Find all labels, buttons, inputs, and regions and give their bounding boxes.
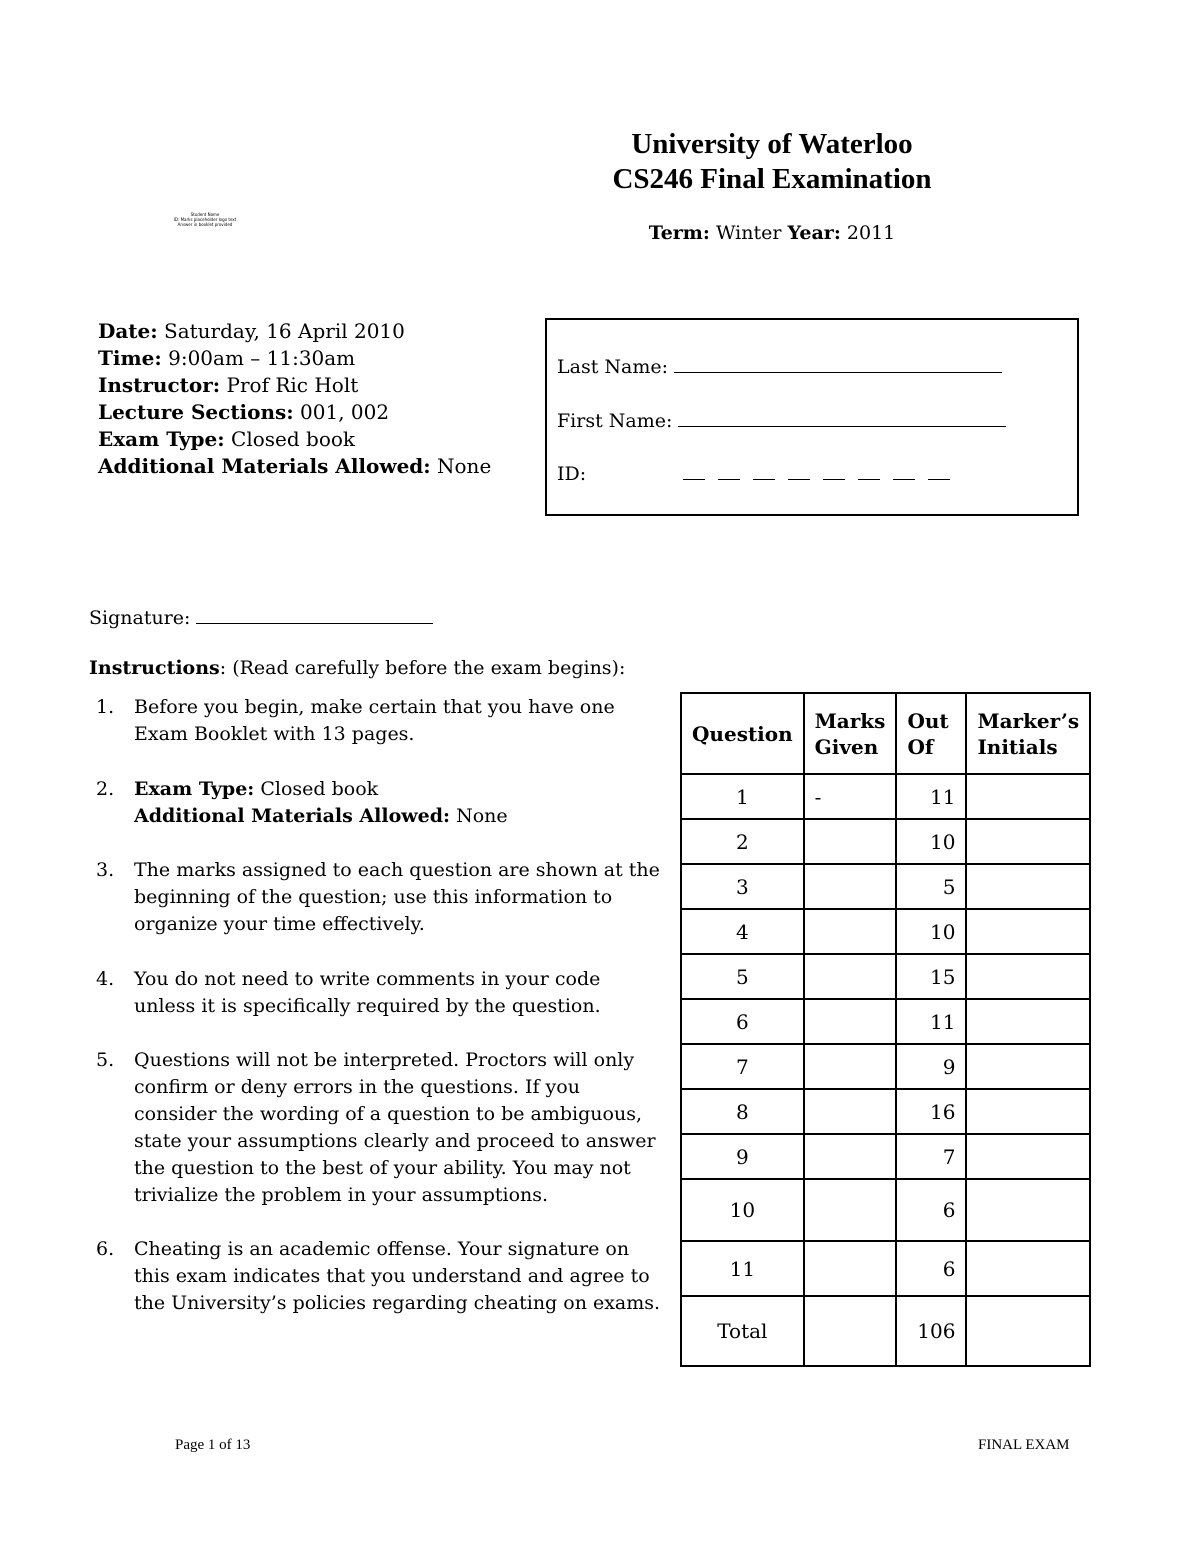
markers-initials-cell[interactable] <box>966 909 1090 954</box>
markers-initials-cell[interactable] <box>966 1089 1090 1134</box>
id-label: ID: <box>557 463 587 485</box>
logo-text-line: Student Name <box>190 212 220 217</box>
first-name-field[interactable] <box>678 408 1006 427</box>
first-name-row <box>557 408 1006 432</box>
id-field[interactable] <box>683 463 963 485</box>
last-name-label: Last Name: <box>557 356 668 378</box>
signature-field[interactable] <box>196 605 433 624</box>
marks-given-cell[interactable] <box>804 909 897 954</box>
question-cell: 4 <box>681 909 804 954</box>
instruction-item: 3. The marks assigned to each question are shown at the beginning of the question; use this information to organize your time effectively. <box>96 859 660 935</box>
marks-table-header <box>681 693 1090 774</box>
marks-given-cell[interactable] <box>804 1089 897 1134</box>
exam-info-instructor: Instructor: Prof Ric Holt <box>98 373 359 397</box>
table-row <box>681 1044 1090 1089</box>
markers-initials-cell[interactable] <box>966 999 1090 1044</box>
out-of-cell: 15 <box>896 954 966 999</box>
marks-given-cell[interactable]: - <box>804 774 897 819</box>
footer-label: FINAL EXAM <box>978 1437 1070 1453</box>
out-of-cell: 10 <box>896 819 966 864</box>
header-out-of: Out Of <box>896 693 966 774</box>
instructions-heading: Instructions: (Read carefully before the exam begins): <box>89 657 626 679</box>
marks-given-cell[interactable] <box>804 1296 897 1366</box>
marks-given-cell[interactable] <box>804 1044 897 1089</box>
instruction-item: 4. You do not need to write comments in your code unless it is specifically required by the question. <box>96 968 601 1017</box>
last-name-row <box>557 354 1002 378</box>
instruction-item: 1. Before you begin, make certain that you have one Exam Booklet with 13 pages. <box>96 696 615 745</box>
table-row <box>681 1134 1090 1179</box>
marks-given-cell[interactable] <box>804 954 897 999</box>
out-of-cell: 16 <box>896 1089 966 1134</box>
markers-initials-cell[interactable] <box>966 864 1090 909</box>
markers-initials-cell[interactable] <box>966 1296 1090 1366</box>
table-row <box>681 774 1090 819</box>
last-name-field[interactable] <box>674 354 1002 373</box>
marks-table <box>680 692 1091 1367</box>
markers-initials-cell[interactable] <box>966 1134 1090 1179</box>
question-cell: 6 <box>681 999 804 1044</box>
logo-text-line: Answer in booklet provided <box>177 222 233 227</box>
question-cell: Total <box>681 1296 804 1366</box>
exam-info <box>98 318 491 480</box>
exam-info-materials: Additional Materials Allowed: None <box>98 454 492 478</box>
page-number: Page 1 of 13 <box>175 1437 251 1453</box>
question-cell: 3 <box>681 864 804 909</box>
student-name-box <box>545 318 1079 516</box>
marks-given-cell[interactable] <box>804 819 897 864</box>
markers-initials-cell[interactable] <box>966 954 1090 999</box>
exam-info-type: Exam Type: Closed book <box>98 427 356 451</box>
out-of-cell: 7 <box>896 1134 966 1179</box>
out-of-cell: 11 <box>896 774 966 819</box>
question-cell: 8 <box>681 1089 804 1134</box>
table-row <box>681 1241 1090 1296</box>
year-value: 2011 <box>846 222 896 244</box>
table-row <box>681 1179 1090 1241</box>
question-cell: 10 <box>681 1179 804 1241</box>
first-name-label: First Name: <box>557 410 673 432</box>
university-logo <box>150 212 260 227</box>
university-title: University of Waterloo <box>631 128 913 160</box>
out-of-cell: 5 <box>896 864 966 909</box>
markers-initials-cell[interactable] <box>966 1044 1090 1089</box>
instruction-item: 2. Exam Type: Closed book Additional Materials Allowed: None <box>96 778 508 827</box>
term-line <box>522 222 1022 244</box>
year-label: Year: <box>787 222 841 244</box>
markers-initials-cell[interactable] <box>966 1179 1090 1241</box>
table-row <box>681 954 1090 999</box>
exam-info-date: Date: Saturday, 16 April 2010 <box>98 319 405 343</box>
header-markers-initials: Marker’s Initials <box>966 693 1090 774</box>
table-row <box>681 1089 1090 1134</box>
marks-given-cell[interactable] <box>804 1241 897 1296</box>
markers-initials-cell[interactable] <box>966 819 1090 864</box>
out-of-cell: 106 <box>896 1296 966 1366</box>
markers-initials-cell[interactable] <box>966 774 1090 819</box>
table-row <box>681 999 1090 1044</box>
markers-initials-cell[interactable] <box>966 1241 1090 1296</box>
table-row <box>681 1296 1090 1366</box>
id-row <box>557 463 963 485</box>
term-value: Winter <box>715 222 782 244</box>
question-cell: 5 <box>681 954 804 999</box>
question-cell: 7 <box>681 1044 804 1089</box>
marks-given-cell[interactable] <box>804 1134 897 1179</box>
header-marks-given: Marks Given <box>804 693 897 774</box>
question-cell: 11 <box>681 1241 804 1296</box>
question-cell: 9 <box>681 1134 804 1179</box>
table-row <box>681 819 1090 864</box>
table-row <box>681 909 1090 954</box>
signature-label: Signature: <box>89 607 191 629</box>
out-of-cell: 6 <box>896 1179 966 1241</box>
question-cell: 1 <box>681 774 804 819</box>
signature-row <box>89 605 433 629</box>
marks-given-cell[interactable] <box>804 999 897 1044</box>
marks-given-cell[interactable] <box>804 864 897 909</box>
header-question: Question <box>681 693 804 774</box>
exam-title: CS246 Final Examination <box>612 163 932 195</box>
table-row <box>681 864 1090 909</box>
marks-given-cell[interactable] <box>804 1179 897 1241</box>
out-of-cell: 11 <box>896 999 966 1044</box>
out-of-cell: 9 <box>896 1044 966 1089</box>
exam-info-sections: Lecture Sections: 001, 002 <box>98 400 390 424</box>
logo-text-line: ID: Marks placeholder logo text <box>173 217 237 222</box>
exam-info-time: Time: 9:00am – 11:30am <box>98 346 356 370</box>
out-of-cell: 10 <box>896 909 966 954</box>
instruction-item: 5. Questions will not be interpreted. Proctors will only confirm or deny errors in the questions. If you consider the wording of a question to be ambiguous, state your assumptions clearly and proceed to answer the question to the best of your ability. You may not trivialize the problem in your assumptions. <box>96 1049 656 1206</box>
question-cell: 2 <box>681 819 804 864</box>
out-of-cell: 6 <box>896 1241 966 1296</box>
term-label: Term: <box>648 222 710 244</box>
instruction-item: 6. Cheating is an academic offense. Your signature on this exam indicates that you understand and agree to the University’s policies regarding cheating on exams. <box>96 1238 661 1314</box>
